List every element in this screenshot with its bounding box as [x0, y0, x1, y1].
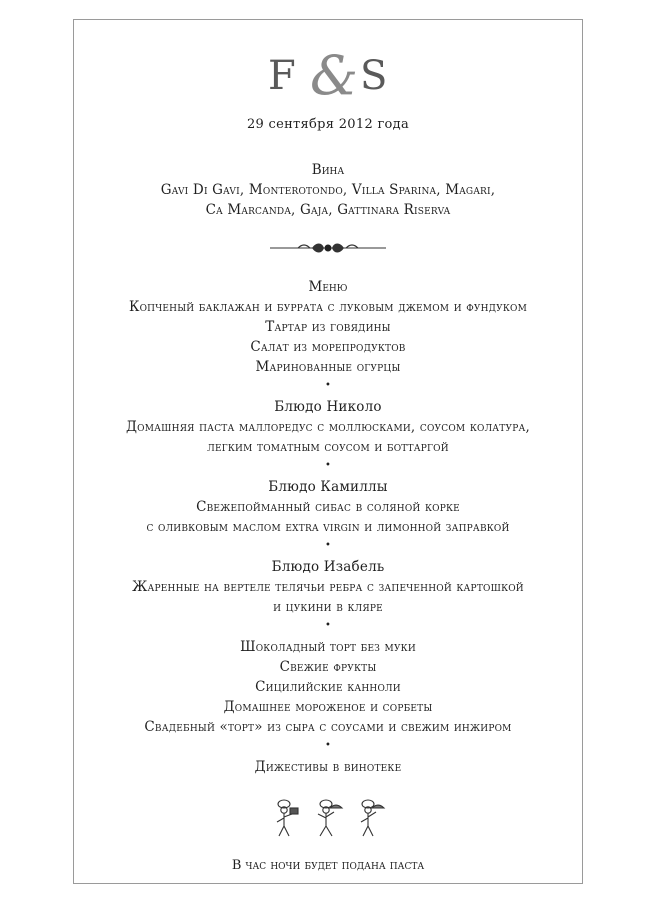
starter-2: Тартар из говядины [265, 319, 391, 335]
dessert-5: Свадебный «торт» из сыра с соусами и свежим инжиром [144, 719, 512, 735]
course-3-title: Блюдо Изабель [271, 559, 385, 575]
menu-card [73, 19, 583, 884]
monogram-logo [248, 42, 408, 102]
dessert-3: Сицилийские канноли [255, 679, 401, 695]
monogram-letter-f: F [268, 53, 296, 99]
starter-4: Маринованные огурцы [255, 359, 401, 375]
ornament-flourish-icon [268, 240, 388, 256]
starter-3: Салат из морепродуктов [250, 339, 406, 355]
course-2-title: Блюдо Камиллы [268, 479, 388, 495]
digestif: Дижестивы в винотеке [254, 759, 402, 775]
menu-heading: Меню [308, 279, 348, 295]
separator-bullet: • [325, 540, 331, 551]
separator-bullet: • [325, 620, 331, 631]
course-3-line-2: и цукини в кляре [273, 599, 383, 615]
monogram [74, 42, 582, 102]
chefs-illustration [74, 798, 582, 842]
separator-bullet: • [325, 740, 331, 751]
dessert-4: Домашнее мороженое и сорбеты [223, 699, 433, 715]
divider [74, 240, 582, 256]
course-1-line-1: Домашняя паста маллоредус с моллюсками, соусом колатура, [126, 419, 530, 435]
course-2-line-2: с оливковым маслом extra virgin и лимонной заправкой [146, 519, 510, 535]
wines-line-2: Ca Marcanda, Gaja, Gattinara Riserva [205, 202, 451, 218]
three-chefs-icon [268, 798, 388, 842]
dessert-1: Шоколадный торт без муки [240, 639, 416, 655]
wines-line-1: Gavi Di Gavi, Monterotondo, Villa Sparina, Magari, [160, 182, 496, 198]
monogram-letter-s: S [360, 53, 388, 99]
starter-1: Копченый баклажан и буррата с луковым джемом и фундуком [128, 299, 528, 315]
footer-note: В час ночи будет подана паста [231, 858, 425, 873]
separator-bullet: • [325, 460, 331, 471]
course-1-line-2: легким томатным соусом и боттаргой [207, 439, 449, 455]
event-date: 29 сентября 2012 года [246, 117, 410, 132]
course-1-title: Блюдо Николо [274, 399, 382, 415]
wines-heading: Вина [311, 162, 345, 178]
monogram-ampersand: & [310, 44, 359, 102]
course-2-line-1: Свежепойманный сибас в соляной корке [196, 499, 460, 515]
separator-bullet: • [325, 380, 331, 391]
course-3-line-1: Жаренные на вертеле телячьи ребра с запеченной картошкой [132, 579, 524, 595]
dessert-2: Свежие фрукты [279, 659, 377, 675]
